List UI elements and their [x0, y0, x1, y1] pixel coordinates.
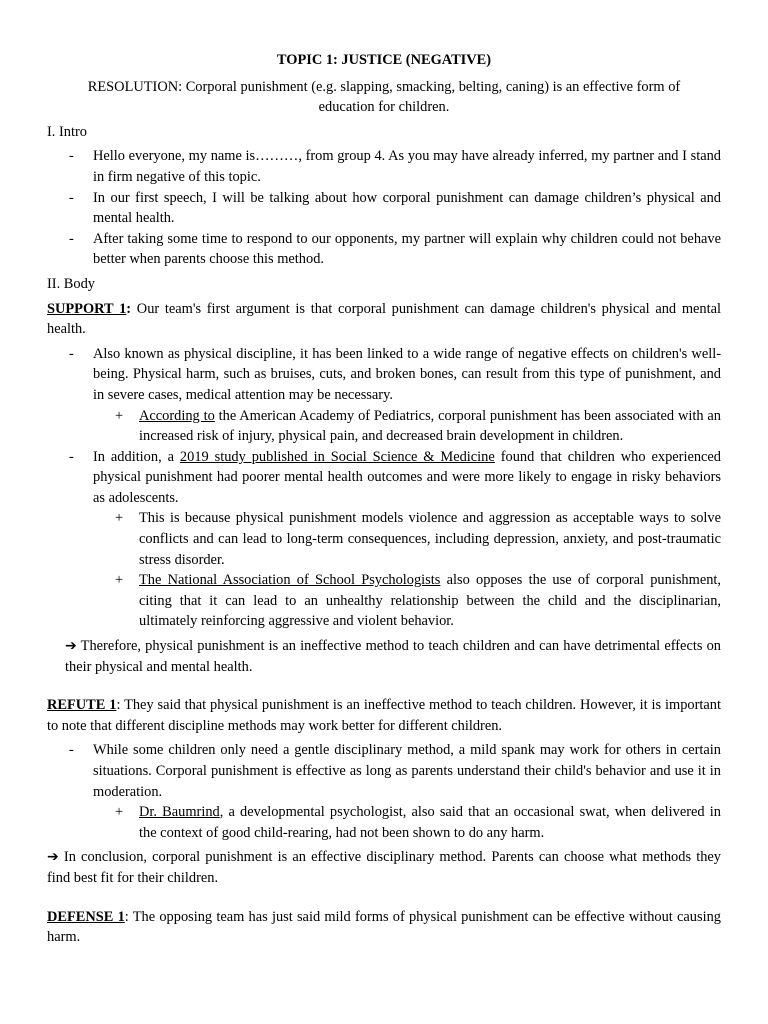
- support1-point2-sublist: [93, 508, 721, 632]
- support1-text: Our team's first argument is that corporal punishment can damage children's physical and mental health.: [47, 300, 721, 338]
- list-item: [47, 740, 721, 843]
- list-item: [47, 188, 721, 229]
- dash-marker: -: [69, 742, 74, 759]
- document-title: TOPIC 1: JUSTICE (NEGATIVE): [276, 52, 492, 68]
- spacer: [47, 681, 721, 695]
- plus-marker: +: [115, 407, 124, 424]
- body-heading: II. Body: [47, 275, 95, 292]
- refute1-point1: While some children only need a gentle disciplinary method, a mild spank may work for others in certain situations. Corporal punishment is effective as long as parents understand their child's behavior and use it in moderation.: [93, 742, 721, 800]
- list-item: [47, 447, 721, 632]
- conclusion-text: Therefore, physical punishment is an ineffective method to teach children and can have detrimental effects on their physical and mental health.: [65, 638, 721, 675]
- intro-item-text: Hello everyone, my name is………, from group 4. As you may have already inferred, my partner and I stand in firm negative of this topic.: [93, 148, 721, 185]
- refute1-sublist: [93, 802, 721, 843]
- resolution: RESOLUTION: Corporal punishment (e.g. slapping, smacking, belting, caning) is an effective form of education for children.: [87, 78, 681, 116]
- baumrind-link[interactable]: Dr. Baumrind: [139, 804, 220, 821]
- list-item: [47, 229, 721, 270]
- plus-marker: +: [115, 572, 124, 589]
- list-item: [93, 508, 721, 570]
- support1-conclusion: [47, 636, 721, 677]
- spacer: [47, 893, 721, 907]
- arrow-icon: ➔: [47, 849, 59, 866]
- according-to-link[interactable]: According to: [139, 407, 215, 424]
- plus-marker: +: [115, 804, 124, 821]
- list-item: [47, 344, 721, 447]
- sub-item-text: This is because physical punishment models violence and aggression as acceptable ways to solve conflicts and can lead to long-term consequences, including depression, anxiety, and post-traumatic stress disorder.: [139, 510, 721, 568]
- plus-marker: +: [115, 510, 124, 527]
- dash-marker: -: [69, 148, 74, 165]
- support1-point1-sublist: [93, 406, 721, 447]
- intro-item-text: In our first speech, I will be talking about how corporal punishment can damage children’s physical and mental health.: [93, 189, 721, 227]
- list-item: [47, 146, 721, 187]
- dash-marker: -: [69, 345, 74, 362]
- refute1-paragraph: [47, 695, 721, 736]
- point-text: found that children who experienced physical punishment had poorer mental health outcomes and were more likely to engage in risky behaviors as adolescents.: [93, 448, 721, 506]
- defense1-label: DEFENSE 1: [47, 908, 125, 925]
- point-prefix: In addition, a: [93, 448, 180, 465]
- list-item: [93, 570, 721, 632]
- sub-item-text: the American Academy of Pediatrics, corporal punishment has been associated with an increased risk of injury, physical pain, and decreased brain development in children.: [139, 407, 721, 445]
- colon: :: [126, 300, 132, 317]
- refute1-conclusion: [47, 847, 721, 888]
- list-item: [93, 406, 721, 447]
- sub-item-text: also opposes the use of corporal punishment, citing that it can lead to an unhealthy relationship between the child and the disciplinarian, ultimately reinforcing aggressive and violent behavior.: [139, 572, 721, 630]
- dash-marker: -: [69, 448, 74, 465]
- nasp-link[interactable]: The National Association of School Psychologists: [139, 572, 441, 589]
- intro-list: [47, 146, 721, 270]
- sub-item-text: , a developmental psychologist, also said that an occasional swat, when delivered in the context of good child-rearing, had not been shown to do any harm.: [139, 804, 721, 841]
- study-link[interactable]: 2019 study published in Social Science & Medicine: [179, 448, 495, 465]
- defense1-text: : The opposing team has just said mild forms of physical punishment can be effective without causing harm.: [47, 908, 721, 946]
- intro-item-text: After taking some time to respond to our opponents, my partner will explain why children could not behave better when parents choose this method.: [93, 230, 721, 268]
- support1-point1: Also known as physical discipline, it has been linked to a wide range of negative effects on children's well-being. Physical harm, such as bruises, cuts, and broken bones, can result from this type of punishment, and in severe cases, medical attention may be necessary.: [93, 345, 721, 403]
- arrow-icon: ➔: [65, 638, 77, 655]
- support1-list: [47, 344, 721, 632]
- defense1-paragraph: [47, 907, 721, 948]
- support1-label: SUPPORT 1: [47, 300, 127, 317]
- refute1-label: REFUTE 1: [47, 697, 117, 714]
- dash-marker: -: [69, 189, 74, 206]
- refute1-text: : They said that physical punishment is an ineffective method to teach children. However, it is important to note that different discipline methods may work better for different children.: [47, 697, 721, 734]
- support1-paragraph: [47, 299, 721, 340]
- intro-heading: I. Intro: [47, 123, 87, 140]
- conclusion-text: In conclusion, corporal punishment is an effective disciplinary method. Parents can choose what methods they find best fit for their children.: [47, 849, 721, 886]
- dash-marker: -: [69, 230, 74, 247]
- refute1-list: [47, 740, 721, 843]
- list-item: [93, 802, 721, 843]
